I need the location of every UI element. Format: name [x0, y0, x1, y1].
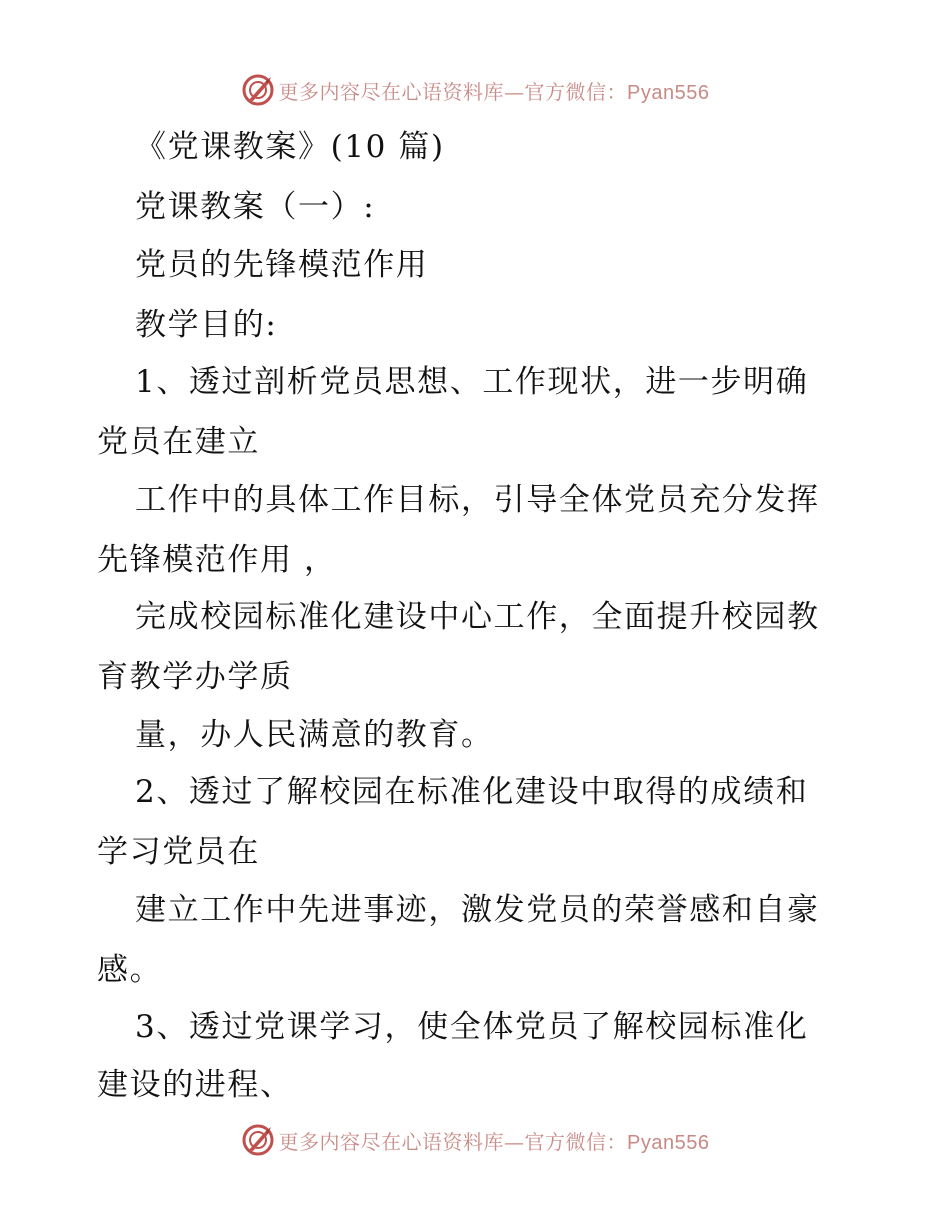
quill-logo-icon [241, 73, 275, 107]
paragraph-line: 感。 [97, 952, 163, 988]
paragraph-line: 学习党员在 [97, 834, 260, 870]
paragraph-line: 3、透过党课学习，使全体党员了解校园标准化 [135, 1009, 809, 1045]
section-heading: 党课教案（一）: [135, 189, 376, 225]
paragraph-line: 量，办人民满意的教育。 [135, 717, 494, 753]
paragraph-line: 建立工作中先进事迹，激发党员的荣誉感和自豪 [135, 892, 820, 928]
footer-watermark [0, 1120, 950, 1160]
subheading-objectives: 教学目的: [135, 307, 278, 343]
quill-logo-icon [241, 1123, 275, 1157]
paragraph-line: 建设的进程、 [97, 1067, 293, 1103]
header-watermark [0, 70, 950, 110]
watermark-text: 更多内容尽在心语资料库—官方微信：Pyan556 [278, 1129, 710, 1154]
paragraph-line: 2、透过了解校园在标准化建设中取得的成绩和 [135, 774, 809, 810]
lesson-title: 党员的先锋模范作用 [135, 247, 429, 283]
doc-title: 《党课教案》(10 篇) [135, 129, 445, 165]
paragraph-line: 先锋模范作用 ， [97, 542, 337, 578]
paragraph-line: 1、透过剖析党员思想、工作现状，进一步明确 [135, 364, 809, 400]
watermark-text: 更多内容尽在心语资料库—官方微信：Pyan556 [278, 79, 710, 104]
paragraph-line: 完成校园标准化建设中心工作，全面提升校园教 [135, 599, 820, 635]
paragraph-line: 工作中的具体工作目标，引导全体党员充分发挥 [135, 482, 820, 518]
paragraph-line: 育教学办学质 [97, 659, 293, 695]
paragraph-line: 党员在建立 [97, 424, 260, 460]
